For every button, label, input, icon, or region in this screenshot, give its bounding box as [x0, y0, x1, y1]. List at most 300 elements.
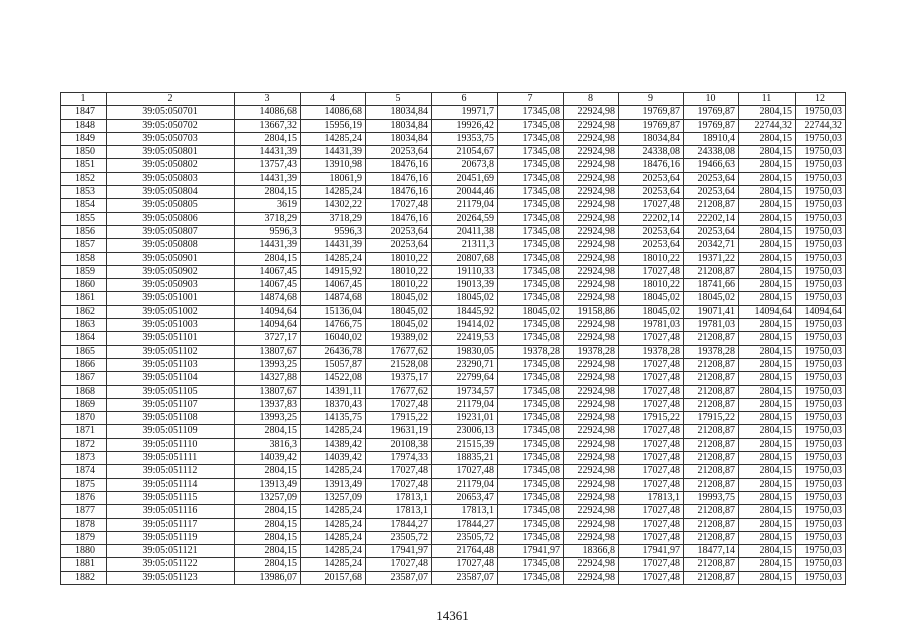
value-cell: 19378,28 — [619, 345, 684, 358]
value-cell: 17345,08 — [498, 239, 564, 252]
value-cell: 22924,98 — [564, 465, 619, 478]
value-cell: 20253,64 — [684, 172, 739, 185]
value-cell: 2804,15 — [739, 438, 796, 451]
value-cell: 14874,68 — [235, 292, 301, 305]
value-cell: 2804,15 — [739, 106, 796, 119]
value-cell: 17974,33 — [366, 452, 432, 465]
row-number-cell: 1861 — [61, 292, 107, 305]
table-row — [61, 545, 846, 558]
value-cell: 14522,08 — [301, 372, 366, 385]
table-row — [61, 478, 846, 491]
value-cell: 22924,98 — [564, 398, 619, 411]
value-cell: 13937,83 — [235, 398, 301, 411]
value-cell: 21208,87 — [684, 505, 739, 518]
value-cell: 22924,98 — [564, 265, 619, 278]
value-cell: 20411,38 — [432, 225, 498, 238]
value-cell: 20264,59 — [432, 212, 498, 225]
value-cell: 19750,03 — [796, 531, 846, 544]
value-cell: 19750,03 — [796, 478, 846, 491]
table-header-row — [61, 93, 846, 106]
cadastral-number-cell: 39:05:051003 — [107, 319, 235, 332]
table-row — [61, 265, 846, 278]
value-cell: 19110,33 — [432, 265, 498, 278]
row-number-cell: 1870 — [61, 412, 107, 425]
value-cell: 2804,15 — [739, 225, 796, 238]
value-cell: 19781,03 — [684, 319, 739, 332]
value-cell: 17941,97 — [619, 545, 684, 558]
value-cell: 2804,15 — [739, 172, 796, 185]
value-cell: 14039,42 — [235, 452, 301, 465]
value-cell: 18010,22 — [619, 279, 684, 292]
value-cell: 19750,03 — [796, 319, 846, 332]
table-row — [61, 279, 846, 292]
value-cell: 21208,87 — [684, 199, 739, 212]
value-cell: 17027,48 — [619, 452, 684, 465]
value-cell: 9596,3 — [301, 225, 366, 238]
row-number-cell: 1862 — [61, 305, 107, 318]
value-cell: 14094,64 — [235, 305, 301, 318]
table-row — [61, 186, 846, 199]
column-header-9: 9 — [619, 93, 684, 106]
value-cell: 21528,08 — [366, 358, 432, 371]
row-number-cell: 1879 — [61, 531, 107, 544]
value-cell: 18910,4 — [684, 132, 739, 145]
cadastral-number-cell: 39:05:050903 — [107, 279, 235, 292]
value-cell: 22924,98 — [564, 531, 619, 544]
value-cell: 20807,68 — [432, 252, 498, 265]
value-cell: 19971,7 — [432, 106, 498, 119]
value-cell: 22924,98 — [564, 146, 619, 159]
value-cell: 2804,15 — [739, 412, 796, 425]
cadastral-number-cell: 39:05:051122 — [107, 558, 235, 571]
value-cell: 20108,38 — [366, 438, 432, 451]
value-cell: 19750,03 — [796, 239, 846, 252]
value-cell: 24338,08 — [619, 146, 684, 159]
value-cell: 14285,24 — [301, 558, 366, 571]
value-cell: 17915,22 — [684, 412, 739, 425]
value-cell: 22924,98 — [564, 225, 619, 238]
value-cell: 19830,05 — [432, 345, 498, 358]
value-cell: 17345,08 — [498, 558, 564, 571]
value-cell: 22924,98 — [564, 491, 619, 504]
value-cell: 19750,03 — [796, 465, 846, 478]
value-cell: 17345,08 — [498, 398, 564, 411]
table-row — [61, 531, 846, 544]
value-cell: 14285,24 — [301, 518, 366, 531]
table-row — [61, 305, 846, 318]
value-cell: 14285,24 — [301, 186, 366, 199]
value-cell: 14086,68 — [235, 106, 301, 119]
value-cell: 14302,22 — [301, 199, 366, 212]
value-cell: 17027,48 — [619, 558, 684, 571]
value-cell: 21208,87 — [684, 438, 739, 451]
value-cell: 22924,98 — [564, 505, 619, 518]
table-row — [61, 172, 846, 185]
row-number-cell: 1866 — [61, 358, 107, 371]
value-cell: 24338,08 — [684, 146, 739, 159]
column-header-11: 11 — [739, 93, 796, 106]
value-cell: 18476,16 — [619, 159, 684, 172]
value-cell: 17844,27 — [432, 518, 498, 531]
value-cell: 17345,08 — [498, 425, 564, 438]
row-number-cell: 1865 — [61, 345, 107, 358]
value-cell: 17813,1 — [366, 505, 432, 518]
value-cell: 14431,39 — [235, 146, 301, 159]
value-cell: 17345,08 — [498, 265, 564, 278]
value-cell: 20044,46 — [432, 186, 498, 199]
value-cell: 18061,9 — [301, 172, 366, 185]
value-cell: 13257,09 — [235, 491, 301, 504]
page-number: 14361 — [436, 608, 469, 623]
value-cell: 17027,48 — [619, 398, 684, 411]
value-cell: 2804,15 — [739, 279, 796, 292]
value-cell: 2804,15 — [235, 132, 301, 145]
row-number-cell: 1857 — [61, 239, 107, 252]
value-cell: 21208,87 — [684, 531, 739, 544]
cadastral-number-cell: 39:05:051117 — [107, 518, 235, 531]
value-cell: 20673,8 — [432, 159, 498, 172]
column-header-4: 4 — [301, 93, 366, 106]
table-row — [61, 558, 846, 571]
value-cell: 22924,98 — [564, 558, 619, 571]
value-cell: 19466,63 — [684, 159, 739, 172]
value-cell: 17345,08 — [498, 212, 564, 225]
cadastral-number-cell: 39:05:051111 — [107, 452, 235, 465]
value-cell: 17345,08 — [498, 518, 564, 531]
value-cell: 14285,24 — [301, 531, 366, 544]
row-number-cell: 1853 — [61, 186, 107, 199]
value-cell: 2804,15 — [235, 531, 301, 544]
value-cell: 15057,87 — [301, 358, 366, 371]
value-cell: 22924,98 — [564, 571, 619, 584]
value-cell: 19013,39 — [432, 279, 498, 292]
value-cell: 21208,87 — [684, 385, 739, 398]
cadastral-number-cell: 39:05:050701 — [107, 106, 235, 119]
value-cell: 19750,03 — [796, 265, 846, 278]
value-cell: 17027,48 — [619, 385, 684, 398]
value-cell: 19769,87 — [619, 119, 684, 132]
cadastral-number-cell: 39:05:051121 — [107, 545, 235, 558]
value-cell: 2804,15 — [235, 558, 301, 571]
value-cell: 17345,08 — [498, 372, 564, 385]
cadastral-number-cell: 39:05:051116 — [107, 505, 235, 518]
value-cell: 14094,64 — [796, 305, 846, 318]
value-cell: 2804,15 — [739, 425, 796, 438]
value-cell: 23290,71 — [432, 358, 498, 371]
value-cell: 21208,87 — [684, 265, 739, 278]
value-cell: 19750,03 — [796, 146, 846, 159]
value-cell: 17345,08 — [498, 146, 564, 159]
value-cell: 22924,98 — [564, 438, 619, 451]
value-cell: 17345,08 — [498, 385, 564, 398]
value-cell: 14285,24 — [301, 252, 366, 265]
value-cell: 19750,03 — [796, 106, 846, 119]
table-row — [61, 438, 846, 451]
value-cell: 21208,87 — [684, 372, 739, 385]
value-cell: 19378,28 — [564, 345, 619, 358]
row-number-cell: 1880 — [61, 545, 107, 558]
row-number-cell: 1877 — [61, 505, 107, 518]
value-cell: 19389,02 — [366, 332, 432, 345]
value-cell: 22924,98 — [564, 159, 619, 172]
value-cell: 14285,24 — [301, 425, 366, 438]
value-cell: 18045,02 — [432, 292, 498, 305]
value-cell: 22744,32 — [739, 119, 796, 132]
value-cell: 20253,64 — [619, 239, 684, 252]
value-cell: 2804,15 — [739, 319, 796, 332]
value-cell: 14766,75 — [301, 319, 366, 332]
value-cell: 21208,87 — [684, 518, 739, 531]
value-cell: 2804,15 — [739, 531, 796, 544]
row-number-cell: 1860 — [61, 279, 107, 292]
value-cell: 14135,75 — [301, 412, 366, 425]
row-number-cell: 1872 — [61, 438, 107, 451]
value-cell: 21208,87 — [684, 398, 739, 411]
value-cell: 22924,98 — [564, 412, 619, 425]
value-cell: 19750,03 — [796, 358, 846, 371]
cadastral-number-cell: 39:05:051104 — [107, 372, 235, 385]
value-cell: 14327,88 — [235, 372, 301, 385]
value-cell: 19750,03 — [796, 491, 846, 504]
value-cell: 13807,67 — [235, 385, 301, 398]
value-cell: 3727,17 — [235, 332, 301, 345]
value-cell: 17027,48 — [619, 425, 684, 438]
row-number-cell: 1869 — [61, 398, 107, 411]
value-cell: 2804,15 — [739, 265, 796, 278]
row-number-cell: 1864 — [61, 332, 107, 345]
cadastral-number-cell: 39:05:051107 — [107, 398, 235, 411]
cadastral-number-cell: 39:05:051115 — [107, 491, 235, 504]
value-cell: 21208,87 — [684, 332, 739, 345]
value-cell: 17027,48 — [366, 478, 432, 491]
data-table — [60, 92, 846, 585]
cadastral-number-cell: 39:05:050702 — [107, 119, 235, 132]
value-cell: 2804,15 — [739, 491, 796, 504]
value-cell: 2804,15 — [739, 159, 796, 172]
row-number-cell: 1867 — [61, 372, 107, 385]
value-cell: 17813,1 — [432, 505, 498, 518]
row-number-cell: 1855 — [61, 212, 107, 225]
value-cell: 17345,08 — [498, 531, 564, 544]
value-cell: 17027,48 — [619, 265, 684, 278]
value-cell: 9596,3 — [235, 225, 301, 238]
value-cell: 18010,22 — [366, 252, 432, 265]
value-cell: 2804,15 — [235, 545, 301, 558]
value-cell: 19769,87 — [684, 119, 739, 132]
value-cell: 17027,48 — [366, 558, 432, 571]
value-cell: 14094,64 — [739, 305, 796, 318]
value-cell: 22419,53 — [432, 332, 498, 345]
value-cell: 22202,14 — [619, 212, 684, 225]
table-row — [61, 332, 846, 345]
value-cell: 2804,15 — [739, 505, 796, 518]
table-body — [61, 106, 846, 585]
value-cell: 17915,22 — [366, 412, 432, 425]
cadastral-number-cell: 39:05:051108 — [107, 412, 235, 425]
value-cell: 14391,11 — [301, 385, 366, 398]
value-cell: 18045,02 — [619, 305, 684, 318]
table-row — [61, 425, 846, 438]
value-cell: 14915,92 — [301, 265, 366, 278]
table-row — [61, 106, 846, 119]
column-header-8: 8 — [564, 93, 619, 106]
value-cell: 2804,15 — [739, 252, 796, 265]
cadastral-number-cell: 39:05:050902 — [107, 265, 235, 278]
value-cell: 22924,98 — [564, 119, 619, 132]
value-cell: 19750,03 — [796, 571, 846, 584]
value-cell: 17677,62 — [366, 385, 432, 398]
value-cell: 22924,98 — [564, 425, 619, 438]
table-row — [61, 212, 846, 225]
value-cell: 2804,15 — [739, 146, 796, 159]
cadastral-number-cell: 39:05:051101 — [107, 332, 235, 345]
table-row — [61, 132, 846, 145]
table-row — [61, 199, 846, 212]
table-row — [61, 319, 846, 332]
value-cell: 19750,03 — [796, 545, 846, 558]
value-cell: 17941,97 — [366, 545, 432, 558]
row-number-cell: 1847 — [61, 106, 107, 119]
value-cell: 13757,43 — [235, 159, 301, 172]
value-cell: 19750,03 — [796, 252, 846, 265]
value-cell: 17813,1 — [619, 491, 684, 504]
value-cell: 2804,15 — [739, 132, 796, 145]
value-cell: 19750,03 — [796, 332, 846, 345]
value-cell: 17345,08 — [498, 358, 564, 371]
row-number-cell: 1882 — [61, 571, 107, 584]
value-cell: 22924,98 — [564, 132, 619, 145]
value-cell: 19631,19 — [366, 425, 432, 438]
column-header-2: 2 — [107, 93, 235, 106]
value-cell: 22799,64 — [432, 372, 498, 385]
value-cell: 19750,03 — [796, 385, 846, 398]
value-cell: 2804,15 — [739, 518, 796, 531]
value-cell: 17345,08 — [498, 119, 564, 132]
value-cell: 18034,84 — [619, 132, 684, 145]
value-cell: 22924,98 — [564, 106, 619, 119]
value-cell: 18010,22 — [366, 265, 432, 278]
row-number-cell: 1856 — [61, 225, 107, 238]
value-cell: 17345,08 — [498, 225, 564, 238]
value-cell: 17345,08 — [498, 292, 564, 305]
value-cell: 18741,66 — [684, 279, 739, 292]
value-cell: 20253,64 — [684, 225, 739, 238]
table-row — [61, 159, 846, 172]
value-cell: 2804,15 — [235, 465, 301, 478]
cadastral-number-cell: 39:05:050805 — [107, 199, 235, 212]
value-cell: 19750,03 — [796, 505, 846, 518]
value-cell: 17027,48 — [619, 372, 684, 385]
cadastral-number-cell: 39:05:050901 — [107, 252, 235, 265]
value-cell: 17345,08 — [498, 452, 564, 465]
value-cell: 19158,86 — [564, 305, 619, 318]
value-cell: 17345,08 — [498, 279, 564, 292]
row-number-cell: 1873 — [61, 452, 107, 465]
value-cell: 21179,04 — [432, 199, 498, 212]
value-cell: 17027,48 — [619, 478, 684, 491]
value-cell: 20253,64 — [619, 186, 684, 199]
value-cell: 19993,75 — [684, 491, 739, 504]
value-cell: 22924,98 — [564, 385, 619, 398]
value-cell: 14067,45 — [301, 279, 366, 292]
value-cell: 14431,39 — [301, 239, 366, 252]
table-row — [61, 345, 846, 358]
row-number-cell: 1863 — [61, 319, 107, 332]
value-cell: 17345,08 — [498, 319, 564, 332]
value-cell: 14285,24 — [301, 545, 366, 558]
value-cell: 21764,48 — [432, 545, 498, 558]
table-row — [61, 412, 846, 425]
value-cell: 2804,15 — [739, 452, 796, 465]
table-row — [61, 398, 846, 411]
value-cell: 22924,98 — [564, 478, 619, 491]
value-cell: 17027,48 — [619, 531, 684, 544]
value-cell: 2804,15 — [739, 332, 796, 345]
value-cell: 22924,98 — [564, 186, 619, 199]
value-cell: 2804,15 — [739, 465, 796, 478]
value-cell: 18445,92 — [432, 305, 498, 318]
row-number-cell: 1859 — [61, 265, 107, 278]
value-cell: 17027,48 — [619, 358, 684, 371]
value-cell: 18045,02 — [498, 305, 564, 318]
value-cell: 22924,98 — [564, 332, 619, 345]
value-cell: 23006,13 — [432, 425, 498, 438]
value-cell: 17027,48 — [432, 465, 498, 478]
value-cell: 22924,98 — [564, 518, 619, 531]
row-number-cell: 1868 — [61, 385, 107, 398]
value-cell: 17027,48 — [366, 465, 432, 478]
value-cell: 19750,03 — [796, 345, 846, 358]
value-cell: 14094,64 — [235, 319, 301, 332]
value-cell: 21311,3 — [432, 239, 498, 252]
value-cell: 17677,62 — [366, 345, 432, 358]
value-cell: 20451,69 — [432, 172, 498, 185]
value-cell: 17345,08 — [498, 186, 564, 199]
value-cell: 19750,03 — [796, 412, 846, 425]
value-cell: 3718,29 — [235, 212, 301, 225]
cadastral-number-cell: 39:05:050808 — [107, 239, 235, 252]
value-cell: 17027,48 — [619, 505, 684, 518]
value-cell: 17345,08 — [498, 571, 564, 584]
value-cell: 18010,22 — [366, 279, 432, 292]
value-cell: 17027,48 — [619, 438, 684, 451]
row-number-cell: 1878 — [61, 518, 107, 531]
value-cell: 19231,01 — [432, 412, 498, 425]
cadastral-number-cell: 39:05:050807 — [107, 225, 235, 238]
value-cell: 15136,04 — [301, 305, 366, 318]
table-row — [61, 505, 846, 518]
value-cell: 14431,39 — [235, 239, 301, 252]
value-cell: 19750,03 — [796, 518, 846, 531]
value-cell: 2804,15 — [739, 358, 796, 371]
value-cell: 19734,57 — [432, 385, 498, 398]
value-cell: 18010,22 — [619, 252, 684, 265]
cadastral-number-cell: 39:05:051002 — [107, 305, 235, 318]
cadastral-number-cell: 39:05:051102 — [107, 345, 235, 358]
value-cell: 20253,64 — [366, 239, 432, 252]
table-row — [61, 252, 846, 265]
value-cell: 2804,15 — [739, 478, 796, 491]
value-cell: 19750,03 — [796, 279, 846, 292]
value-cell: 21208,87 — [684, 558, 739, 571]
value-cell: 19750,03 — [796, 425, 846, 438]
table-row — [61, 452, 846, 465]
value-cell: 19750,03 — [796, 452, 846, 465]
value-cell: 19371,22 — [684, 252, 739, 265]
value-cell: 19750,03 — [796, 172, 846, 185]
value-cell: 21208,87 — [684, 425, 739, 438]
cadastral-number-cell: 39:05:050802 — [107, 159, 235, 172]
